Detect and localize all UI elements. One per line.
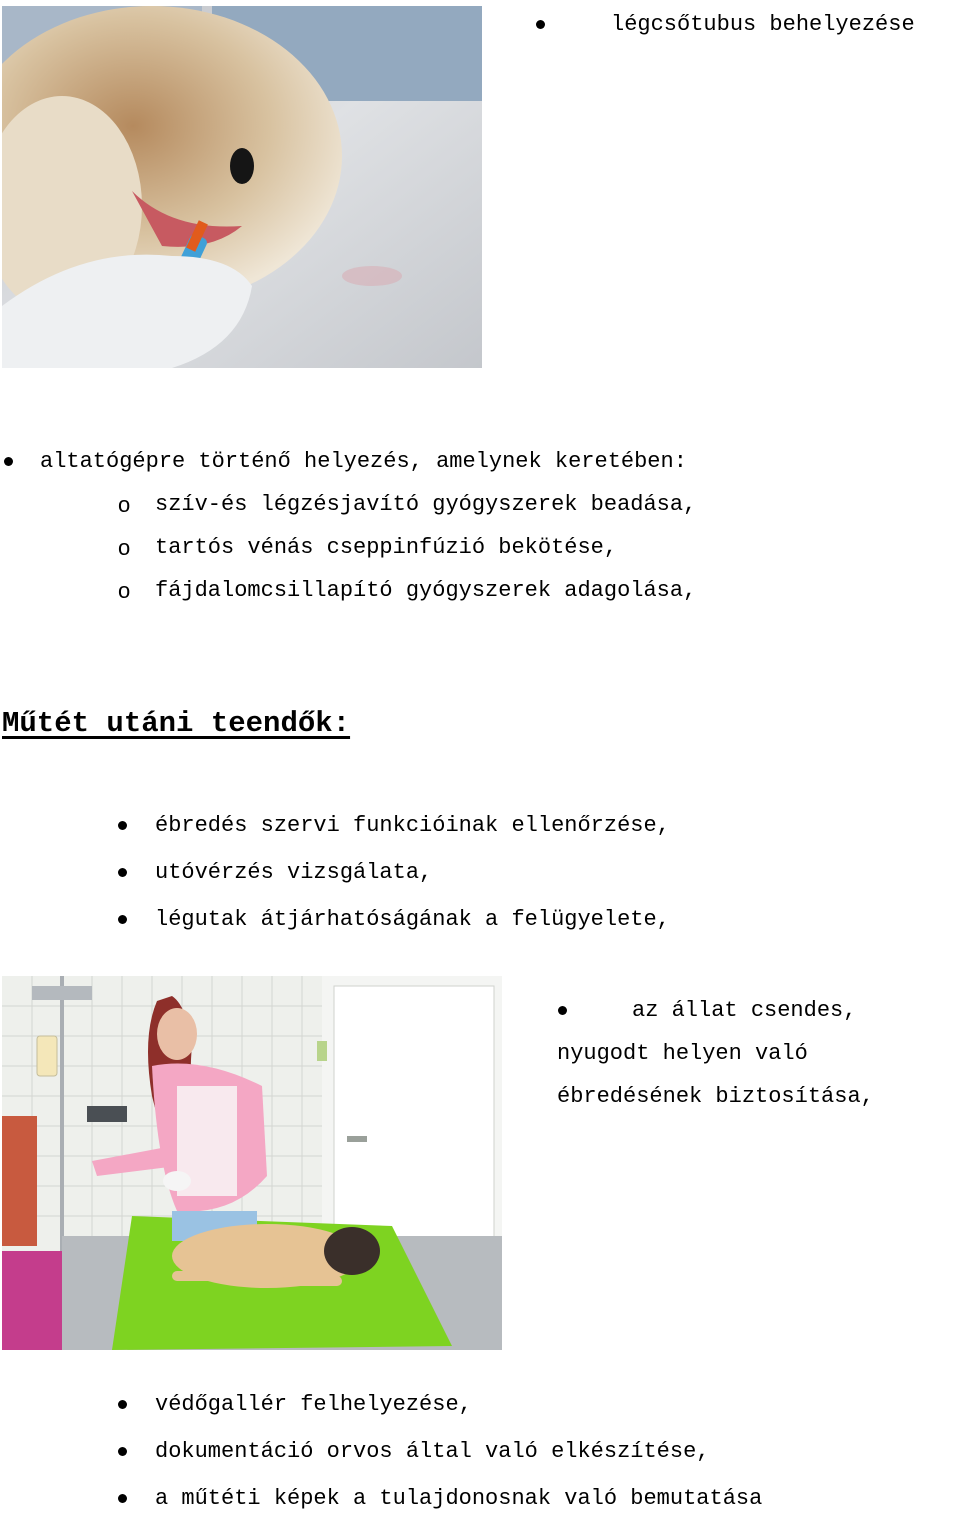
list-item-final: dokumentáció orvos által való elkészítése, bbox=[155, 1439, 710, 1464]
bullet-marker bbox=[536, 20, 545, 29]
sub-bullet-marker: o bbox=[118, 578, 131, 603]
photo-intubated-dog bbox=[2, 6, 482, 368]
bullet-marker bbox=[118, 1400, 127, 1409]
bullet-marker bbox=[118, 1494, 127, 1503]
list-item-quiet-recovery-line1: az állat csendes, bbox=[632, 998, 857, 1023]
sub-list-item: tartós vénás cseppinfúzió bekötése, bbox=[155, 535, 618, 560]
sub-list-item: fájdalomcsillapító gyógyszerek adagolása, bbox=[155, 578, 697, 603]
list-item-quiet-recovery-line2: nyugodt helyen való bbox=[557, 1041, 808, 1066]
sub-bullet-marker: o bbox=[118, 535, 131, 560]
list-item-post-op: utóvérzés vizsgálata, bbox=[155, 860, 433, 885]
photo-intubated-dog-illustration bbox=[2, 6, 482, 368]
list-item-post-op: légutak átjárhatóságának a felügyelete, bbox=[155, 907, 670, 932]
bullet-marker bbox=[118, 868, 127, 877]
bullet-marker bbox=[118, 821, 127, 830]
list-item-final: védőgallér felhelyezése, bbox=[155, 1392, 472, 1417]
photo-recovering-dog bbox=[2, 976, 502, 1350]
list-item-intubation: légcsőtubus behelyezése bbox=[611, 12, 915, 37]
list-item-quiet-recovery-line3: ébredésének biztosítása, bbox=[557, 1084, 874, 1109]
bullet-marker bbox=[558, 1006, 567, 1015]
bullet-marker bbox=[118, 1447, 127, 1456]
sub-bullet-marker: o bbox=[118, 492, 131, 517]
bullet-marker bbox=[4, 457, 13, 466]
list-item-anesthesia-intro: altatógépre történő helyezés, amelynek keretében: bbox=[40, 449, 687, 474]
list-item-post-op: ébredés szervi funkcióinak ellenőrzése, bbox=[155, 813, 670, 838]
sub-list-item: szív-és légzésjavító gyógyszerek beadása, bbox=[155, 492, 697, 517]
bullet-marker bbox=[118, 915, 127, 924]
section-heading: Műtét utáni teendők: bbox=[2, 707, 351, 740]
photo-recovering-dog-illustration bbox=[2, 976, 502, 1350]
list-item-final: a műtéti képek a tulajdonosnak való bemutatása bbox=[155, 1486, 763, 1511]
